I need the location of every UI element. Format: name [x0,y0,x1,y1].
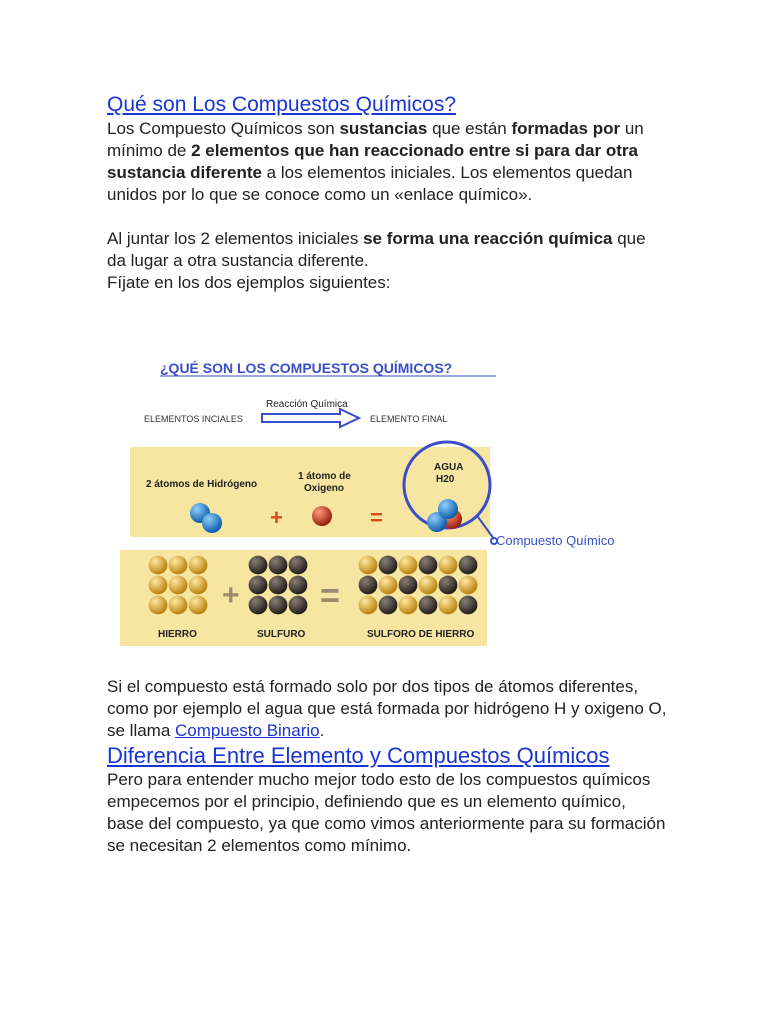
sulfur-atom [249,596,268,615]
p1-run-2: que están [427,119,512,138]
sulfur-atoms [249,556,308,615]
iron-atom [169,596,188,615]
iron-atom [149,576,168,595]
iron-atom [149,596,168,615]
iron-sulfide-atom [459,576,478,595]
label-hierro: HIERRO [158,629,197,640]
h2o-label: H20 [436,474,455,485]
p1-run-3: formadas por [511,119,621,138]
iron-sulfide-atom [459,596,478,615]
p2-run-0: Al juntar los 2 elementos iniciales [107,229,364,248]
iron-atom [189,596,208,615]
diagram-title: ¿QUÉ SON LOS COMPUESTOS QUÍMICOS? [160,360,453,376]
sulfur-atom [249,556,268,575]
equals-sign-2: = [320,577,340,615]
iron-sulfide-atom [359,596,378,615]
hydrogen-atom-2 [202,513,222,533]
section-1 [107,92,667,294]
hydrogen-label: 2 átomos de Hidrógeno [146,479,258,490]
sulfur-atom [269,596,288,615]
paragraph-binario [107,676,667,742]
sulfur-atom [269,576,288,595]
oxygen-atom [312,506,332,526]
iron-sulfide-atom [379,596,398,615]
iron-sulfide-atom [419,596,438,615]
p2-run-2: que da lugar a otra sustancia diferente. [107,229,646,270]
iron-sulfide-atom [399,556,418,575]
p1-run-6: a los elementos iniciales. Los elementos quedan unidos por lo que se conoce como un «enlace químico». [107,163,633,204]
iron-sulfide-atom [359,576,378,595]
iron-sulfide-atom [459,556,478,575]
iron-atoms [149,556,208,615]
iron-atom [169,576,188,595]
iron-sulfide-atom [359,556,378,575]
equals-sign-1: = [370,505,383,530]
reaction-arrow-icon [262,409,359,427]
p1-run-4: un mínimo de [107,119,644,160]
plus-sign-2: + [222,579,240,612]
p2-run-1: se forma una reacción química [363,229,613,248]
sulfur-atom [249,576,268,595]
iron-atom [169,556,188,575]
section-2 [107,676,667,857]
iron-sulfide-atom [439,596,458,615]
paragraph-examples: Fíjate en los dos ejemplos siguientes: [107,273,391,292]
iron-atom [189,576,208,595]
p1-run-5: 2 elementos que han reaccionado entre si para dar otra sustancia diferente [107,141,638,182]
iron-atom [149,556,168,575]
agua-label: AGUA [434,462,464,473]
sulfur-atom [289,596,308,615]
water-hydrogen-atom-2 [438,499,458,519]
iron-sulfide-atom [439,556,458,575]
iron-atom [189,556,208,575]
compuestos-diagram [112,355,672,655]
heading-link-compuestos[interactable]: Qué son Los Compuestos Químicos? [107,93,457,116]
iron-sulfide-atom [399,596,418,615]
iron-sulfide-atom [379,556,398,575]
iron-sulfide-atom [419,556,438,575]
sulfur-atom [269,556,288,575]
iron-sulfide-atom [379,576,398,595]
reaction-label: Reacción Química [266,399,348,410]
label-sulforo-de-hierro: SULFORO DE HIERRO [367,629,475,640]
plus-sign-1: + [270,505,283,530]
binario-text: Si el compuesto está formado solo por dos tipos de átomos diferentes, como por ejemplo el agua que está formada por hidrógeno H y oxigeno O, se llama [107,677,667,740]
initial-elements-label: ELEMENTOS INCIALES [144,414,243,424]
link-compuesto-binario[interactable]: Compuesto Binario [175,721,320,740]
oxygen-label-2: Oxigeno [304,483,345,494]
sulfur-atom [289,576,308,595]
iron-sulfide-atom [399,576,418,595]
iron-sulfide-atom [419,576,438,595]
p1-run-0: Los Compuesto Químicos son [107,119,340,138]
paragraph-definition [107,118,667,206]
heading-link-diferencia[interactable]: Diferencia Entre Elemento y Compuestos Químicos [107,743,610,768]
iron-sulfide-atom [439,576,458,595]
p1-run-1: sustancias [339,119,428,138]
paragraph-reaction [107,228,667,272]
callout-compuesto-quimico: Compuesto Químico [496,533,615,548]
sulfur-atom [289,556,308,575]
label-sulfuro: SULFURO [257,629,306,640]
oxygen-label-1: 1 átomo de [298,471,351,482]
spacer [107,206,667,228]
paragraph-elemento: Pero para entender mucho mejor todo esto de los compuestos químicos empecemos por el principio, definiendo que es un elemento químico, base del compuesto, ya que como vimos anteriormente para su formación se necesitan 2 elementos como mínimo. [107,770,666,855]
final-element-label: ELEMENTO FINAL [370,414,448,424]
binario-period: . [319,721,325,740]
